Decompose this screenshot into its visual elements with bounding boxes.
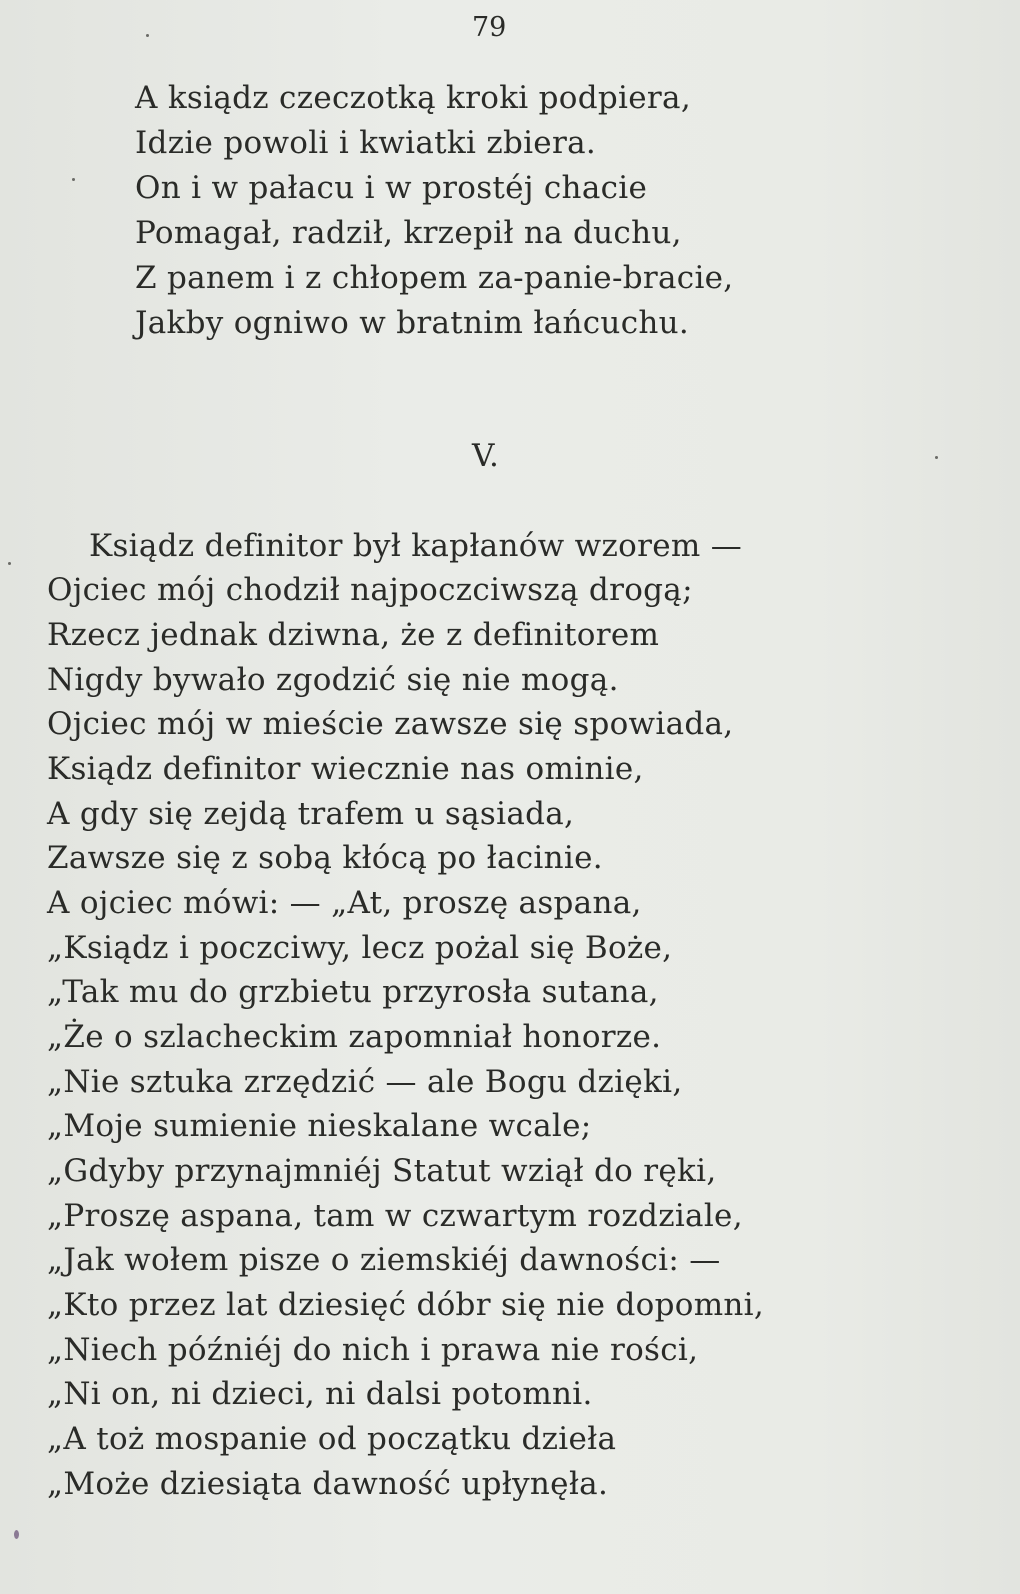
section-heading: V. — [472, 438, 499, 474]
verse-line: Z panem i z chłopem za-panie-bracie, — [135, 260, 734, 296]
page-number: 79 — [472, 12, 507, 43]
verse-line: „Jak wołem pisze o ziemskiéj dawności: — — [47, 1242, 721, 1278]
verse-line: „Tak mu do grzbietu przyrosła sutana, — [47, 974, 659, 1010]
verse-line: Rzecz jednak dziwna, że z definitorem — [47, 617, 660, 653]
verse-line: Ojciec mój chodził najpoczciwszą drogą; — [47, 572, 693, 608]
verse-line: „Że o szlacheckim zapomniał honorze. — [47, 1019, 662, 1055]
verse-line: A ksiądz czeczotką kroki podpiera, — [135, 80, 691, 116]
verse-line: „Ni on, ni dzieci, ni dalsi potomni. — [47, 1376, 593, 1412]
verse-line: „A toż mospanie od początku dzieła — [47, 1421, 617, 1457]
paper-speck — [14, 1530, 19, 1539]
verse-line: „Niech późniéj do nich i prawa nie rości, — [47, 1332, 699, 1368]
verse-line: Ksiądz definitor był kapłanów wzorem — — [89, 528, 743, 564]
verse-line: „Nie sztuka zrzędzić — ale Bogu dzięki, — [47, 1064, 683, 1100]
verse-line: Zawsze się z sobą kłócą po łacinie. — [47, 840, 603, 876]
verse-line: A gdy się zejdą trafem u sąsiada, — [47, 796, 575, 832]
verse-line: „Może dziesiąta dawność upłynęła. — [47, 1466, 609, 1502]
verse-line: Pomagał, radził, krzepił na duchu, — [135, 215, 682, 251]
paper-speck — [935, 456, 938, 459]
verse-line: „Proszę aspana, tam w czwartym rozdziale, — [47, 1198, 743, 1234]
verse-line: „Gdyby przynajmniéj Statut wziął do ręki, — [47, 1153, 717, 1189]
verse-line: Nigdy bywało zgodzić się nie mogą. — [47, 662, 619, 698]
verse-line: Ojciec mój w mieście zawsze się spowiada, — [47, 706, 734, 742]
verse-line: „Moje sumienie nieskalane wcale; — [47, 1108, 592, 1144]
verse-line: On i w pałacu i w prostéj chacie — [135, 170, 648, 206]
verse-line: Idzie powoli i kwiatki zbiera. — [135, 125, 597, 161]
verse-line: Jakby ogniwo w bratnim łańcuchu. — [135, 305, 690, 341]
verse-line: „Ksiądz i poczciwy, lecz pożal się Boże, — [47, 930, 673, 966]
paper-speck — [146, 34, 149, 37]
verse-line: Ksiądz definitor wiecznie nas ominie, — [47, 751, 644, 787]
paper-speck — [8, 562, 11, 565]
verse-line: „Kto przez lat dziesięć dóbr się nie dopomni, — [47, 1287, 765, 1323]
paper-speck — [72, 178, 75, 181]
verse-line: A ojciec mówi: — „At, proszę aspana, — [47, 885, 642, 921]
